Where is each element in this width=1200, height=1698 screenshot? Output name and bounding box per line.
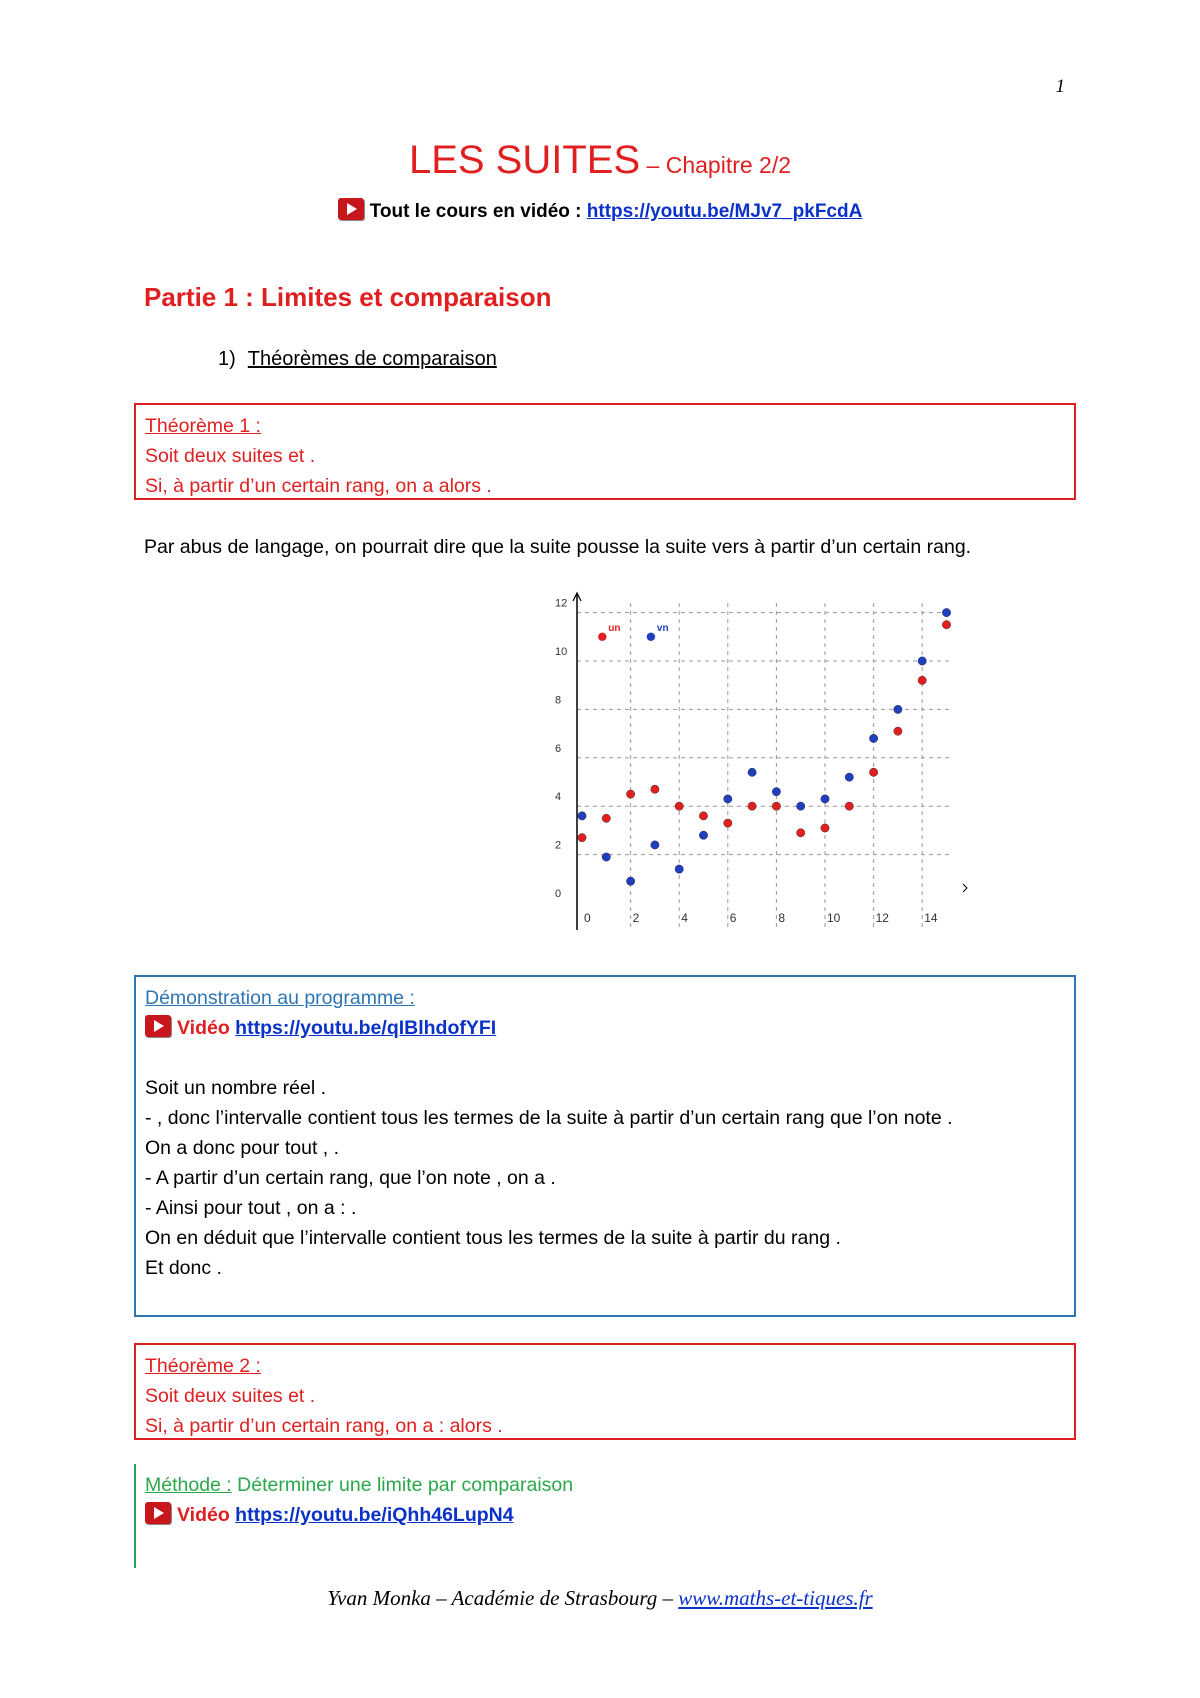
section-title-text: Théorèmes de comparaison	[247, 348, 497, 370]
y-tick-label: 8	[555, 694, 562, 707]
method-heading-line	[145, 1470, 1067, 1500]
y-tick-label: 12	[555, 597, 568, 610]
method-video-link[interactable]: https://youtu.be/iQhh46LupN4	[235, 1504, 514, 1526]
page-number: 1	[1055, 76, 1065, 97]
data-point-vn	[699, 831, 707, 839]
data-point-un	[675, 802, 683, 810]
x-tick-label: 10	[827, 911, 841, 925]
method-text: Déterminer une limite par comparaison	[231, 1474, 574, 1496]
demo-video-line	[145, 1013, 1065, 1043]
x-tick-label: 2	[632, 911, 640, 925]
data-point-vn	[602, 853, 610, 861]
play-video-icon[interactable]	[145, 1015, 171, 1037]
data-point-vn	[869, 734, 877, 742]
data-point-vn	[748, 768, 756, 776]
y-tick-label: 2	[555, 839, 562, 852]
page-title	[0, 138, 1200, 183]
play-video-icon[interactable]	[338, 198, 364, 220]
course-video-label: Tout le cours en vidéo :	[369, 201, 587, 222]
data-point-un	[626, 790, 634, 798]
y-tick-label: 0	[555, 888, 562, 900]
data-point-un	[918, 676, 926, 684]
data-point-vn	[894, 705, 902, 713]
x-tick-label: 0	[584, 911, 591, 925]
theorem-2-box	[134, 1343, 1076, 1440]
demonstration-box	[134, 975, 1076, 1317]
data-point-un	[651, 785, 659, 793]
method-video-line	[145, 1500, 1067, 1530]
x-tick-label: 12	[875, 911, 889, 925]
part-title: Partie 1 : Limites et comparaison	[144, 282, 552, 312]
demo-line: On en déduit que l’intervalle contient tous les termes de la suite à partir du rang .	[145, 1227, 841, 1249]
demo-line: - Ainsi pour tout , on a : .	[145, 1197, 357, 1219]
x-tick-label: 6	[729, 911, 737, 925]
data-point-un	[724, 819, 732, 827]
legend-marker-label: un	[608, 622, 621, 634]
chart-svg	[540, 585, 980, 945]
title-sub: – Chapitre 2/2	[640, 152, 792, 178]
demo-line: - , donc l’intervalle contient tous les termes de la suite à partir d’un certain rang que l’on note .	[145, 1107, 953, 1129]
data-point-vn	[797, 802, 805, 810]
play-video-icon[interactable]	[145, 1502, 171, 1524]
legend-marker-point	[647, 633, 655, 641]
course-video-line	[0, 198, 1200, 223]
theorem-2-line: Soit deux suites et .	[145, 1385, 316, 1407]
legend-marker-point	[598, 633, 606, 641]
data-point-un	[699, 812, 707, 820]
theorem-1-line: Si, à partir d’un certain rang, on a alors .	[145, 475, 492, 497]
course-video-link[interactable]: https://youtu.be/MJv7_pkFcdA	[586, 201, 863, 222]
data-point-un	[772, 802, 780, 810]
legend-marker-label: vn	[656, 622, 669, 634]
footer-text: Yvan Monka – Académie de Strasbourg –	[327, 1586, 679, 1610]
section-number: 1)	[218, 348, 236, 370]
theorem-2-line: Si, à partir d’un certain rang, on a : alors .	[145, 1415, 503, 1437]
data-point-vn	[724, 795, 732, 803]
data-point-vn	[845, 773, 853, 781]
demo-line: - A partir d’un certain rang, que l’on note , on a .	[145, 1167, 556, 1189]
spacer	[145, 1043, 1065, 1073]
data-point-un	[894, 727, 902, 735]
paragraph: Par abus de langage, on pourrait dire que la suite pousse la suite vers à partir d’un certain rang.	[144, 536, 972, 558]
data-point-un	[602, 814, 610, 822]
y-tick-label: 10	[555, 646, 568, 658]
x-tick-label: 4	[681, 911, 688, 925]
method-video-label: Vidéo	[177, 1504, 230, 1526]
data-point-un	[821, 824, 829, 832]
data-point-vn	[821, 795, 829, 803]
footer	[0, 1586, 1200, 1611]
data-point-un	[869, 768, 877, 776]
x-tick-label: 14	[924, 911, 938, 925]
scatter-chart	[540, 585, 980, 945]
data-point-un	[797, 829, 805, 837]
y-tick-label: 6	[555, 742, 562, 755]
theorem-2-heading: Théorème 2 :	[145, 1355, 261, 1377]
data-point-vn	[626, 877, 634, 885]
footer-link[interactable]: www.maths-et-tiques.fr	[678, 1586, 873, 1610]
data-point-un	[942, 621, 950, 629]
method-box	[134, 1464, 1076, 1568]
demo-line: On a donc pour tout , .	[145, 1137, 340, 1159]
data-point-vn	[651, 841, 659, 849]
demo-heading	[145, 983, 1065, 1013]
method-heading: Méthode :	[145, 1474, 232, 1496]
theorem-1-line: Soit deux suites et .	[145, 445, 316, 467]
data-point-vn	[675, 865, 683, 873]
y-tick-label: 4	[555, 791, 562, 804]
demo-line: Soit un nombre réel .	[145, 1077, 327, 1099]
data-point-vn	[918, 657, 926, 665]
title-main: LES SUITES	[408, 138, 641, 182]
theorem-1-box	[134, 403, 1076, 500]
data-point-un	[578, 833, 586, 841]
demo-line: Et donc .	[145, 1257, 222, 1279]
demo-video-link[interactable]: https://youtu.be/qIBlhdofYFI	[235, 1017, 497, 1039]
section-title	[218, 348, 497, 371]
theorem-1-heading: Théorème 1 :	[145, 415, 261, 437]
data-point-vn	[942, 608, 950, 616]
data-point-un	[845, 802, 853, 810]
demo-heading-text: Démonstration au programme :	[145, 987, 415, 1009]
demo-video-label: Vidéo	[177, 1017, 230, 1039]
x-tick-label: 8	[778, 911, 786, 925]
x-axis-arrow	[963, 884, 967, 892]
data-point-un	[748, 802, 756, 810]
data-point-vn	[578, 812, 586, 820]
data-point-vn	[772, 787, 780, 795]
